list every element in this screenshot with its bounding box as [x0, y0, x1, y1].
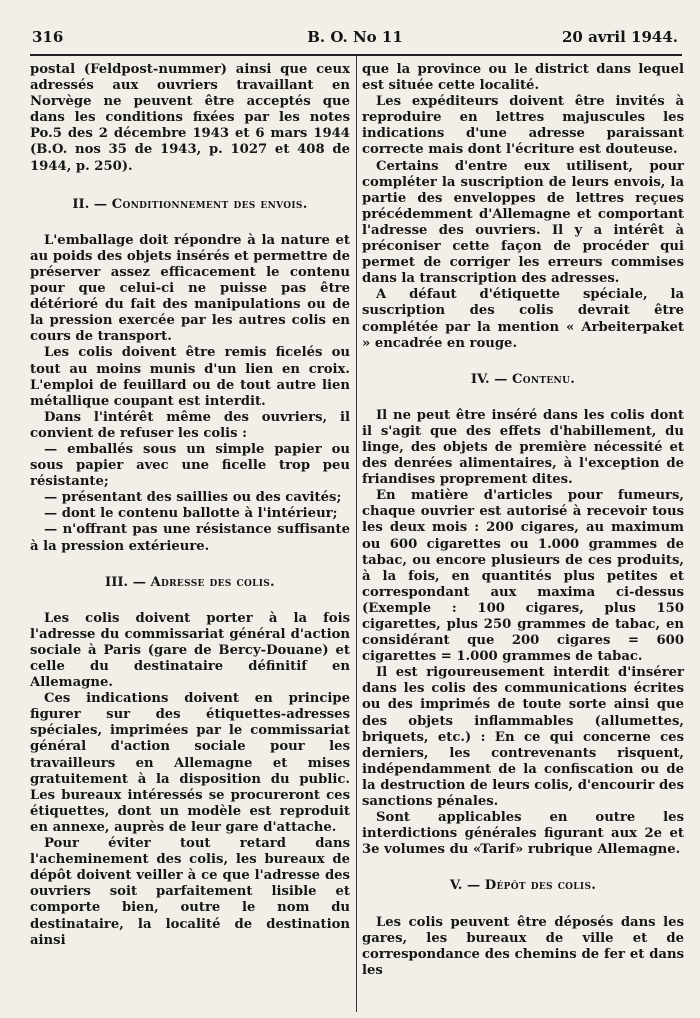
dash-item: — n'offrant pas une résistance suffisante à la pression extérieure. — [30, 522, 350, 554]
paragraph: L'emballage doit répondre à la nature et au poids des objets insérés et permettre de préserver assez efficacement le contenu pour que celui-ci ne puisse pas être détérioré du fait des manipulations ou de la pression exercée par les autres colis en cours de transport. — [30, 232, 350, 345]
paragraph: Les colis peuvent être déposés dans les gares, les bureaux de ville et de correspondance des chemins de fer et dans les — [362, 914, 684, 978]
paragraph: Les colis doivent porter à la fois l'adresse du commissariat général d'action sociale à Paris (gare de Bercy-Douane) et celle du destinataire définitif en Allemagne. — [30, 610, 350, 691]
dash-item: — emballés sous un simple papier ou sous papier avec une ficelle trop peu résistante; — [30, 441, 350, 490]
dash-item: — présentant des saillies ou des cavités; — [44, 490, 342, 506]
page-number: 316 — [32, 28, 64, 46]
paragraph: Certains d'entre eux utilisent, pour compléter la suscription de leurs envois, la partie des enveloppes de lettres reçues précédemment d'Allemagne et comportant l'adresse des ouvriers. Il y a intérêt à préconiser cette façon de procéder qui permet de corriger les erreurs commises dans la transcription des adresses. — [362, 158, 684, 287]
paragraph: Les expéditeurs doivent être invités à reproduire en lettres majuscules les indications d'une adresse paraissant correcte mais dont l'écriture est douteuse. — [362, 94, 684, 158]
paragraph: que la province ou le district dans lequel est située cette localité. — [362, 62, 684, 94]
section-number: IV. — — [470, 371, 512, 387]
section-title: Dépôt des colis. — [484, 878, 597, 894]
section-heading-3 — [30, 575, 350, 591]
paragraph: A défaut d'étiquette spéciale, la suscription des colis devrait être complétée par la mention « Arbeiterpaket » encadrée en rouge. — [362, 287, 684, 351]
left-column — [30, 62, 350, 949]
section-number: II. — — [72, 196, 112, 212]
section-title: Conditionnement des envois. — [111, 196, 308, 212]
right-column — [362, 62, 684, 979]
section-title: Contenu. — [511, 371, 576, 387]
dash-item: — dont le contenu ballotte à l'intérieur; — [44, 506, 338, 522]
section-number: III. — — [105, 574, 151, 590]
paragraph: En matière d'articles pour fumeurs, chaque ouvrier est autorisé à recevoir tous les deux mois : 200 cigares, au maximum ou 600 cigarettes ou 1.000 grammes de tabac, ou encore plusieurs de ces produits, à la fois, en quantités plus petites et correspondant aux maxima ci-dessus (Exemple : 100 cigares, plus 150 cigarettes, plus 250 grammes de tabac, en considérant que 200 cigares = 600 cigarettes = 1.000 grammes de tabac. — [362, 488, 684, 665]
bulletin-title: B. O. No 11 — [307, 28, 403, 46]
section-number: V. — — [449, 878, 485, 894]
paragraph: Dans l'intérêt même des ouvriers, il convient de refuser les colis : — [30, 409, 350, 441]
paragraph: Les colis doivent être remis ficelés ou tout au moins munis d'un lien en croix. L'emploi de feuillard ou de tout autre lien métallique coupant est interdit. — [30, 345, 350, 409]
section-heading-4 — [362, 372, 684, 388]
paragraph: Pour éviter tout retard dans l'acheminement des colis, les bureaux de dépôt doivent veiller à ce que l'adresse des ouvriers soit parfaitement lisible et comporte bien, outre le nom du destinataire, la localité de destination ainsi — [30, 836, 350, 948]
paragraph: postal (Feldpost-nummer) ainsi que ceux adressés aux ouvriers travaillant en Norvège ne peuvent être acceptés que dans les conditions fixées par les notes Po.5 des 2 décembre 1943 et 6 mars 1944 (B.O. nos 35 de 1943, p. 1027 et 408 de 1944, p. 250). — [30, 62, 350, 174]
section-heading-2 — [30, 197, 350, 213]
paragraph: Ces indications doivent en principe figurer sur des étiquettes-adresses spéciales, imprimées par le commissariat général d'action sociale pour les travailleurs en Allemagne et mises gratuitement à la disposition du public. Les bureaux intéressés se procureront ces étiquettes, dont un modèle est reproduit en annexe, auprès de leur gare d'attache. — [30, 691, 350, 835]
section-heading-5 — [362, 878, 684, 894]
page-header — [32, 28, 678, 50]
column-divider — [356, 56, 357, 1012]
paragraph: Sont applicables en outre les interdictions générales figurant aux 2e et 3e volumes du «Tarif» rubrique Allemagne. — [362, 810, 684, 858]
issue-date: 20 avril 1944. — [561, 28, 678, 46]
paragraph: Il est rigoureusement interdit d'insérer dans les colis des communications écrites ou des imprimés de toute sorte ainsi que des objets inflammables (allumettes, briquets, etc.) : En ce qui concerne ces derniers, les contrevenants risquent, indépendamment de la confiscation ou de la destruction de leurs colis, d'encourir des sanctions pénales. — [362, 665, 684, 810]
section-title: Adresse des colis. — [150, 574, 275, 590]
paragraph: Il ne peut être inséré dans les colis dont il s'agit que des effets d'habillement, du linge, des objets de première nécessité et des denrées alimentaires, à l'exception de friandises proprement dites. — [362, 407, 684, 488]
